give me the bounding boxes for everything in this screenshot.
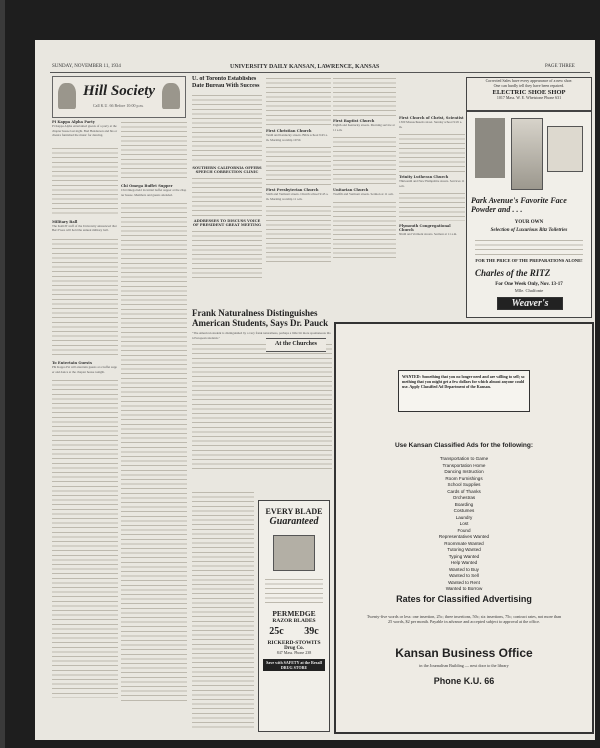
classified-use-item: Wanted to Buy <box>449 566 479 572</box>
pauck-continued-left <box>192 490 254 730</box>
business-office-title: Kansan Business Office <box>395 646 533 660</box>
society-item-body: Pi Kappa Alpha entertained guests of a party at the chapter house last night. Bud Henderson and his orchestra furnished the music for dancing. <box>52 124 118 138</box>
rates-title: Rates for Classified Advertising <box>396 594 532 604</box>
pauck-text-block <box>192 342 332 472</box>
powder-text-block <box>475 238 583 256</box>
classified-use-item: Transportation to Game <box>439 456 489 461</box>
razor-address: 847 Mass. Phone 238 <box>276 650 312 655</box>
shoe-ad-line2: One can hardly tell they have been repaired. <box>493 83 565 88</box>
powder-sub: YOUR OWN <box>514 220 544 225</box>
razor-blade-ad <box>258 500 330 732</box>
classified-use-item: Wanted to Sell <box>449 573 479 578</box>
masthead-date: SUNDAY, NOVEMBER 11, 1934 <box>52 64 121 69</box>
toronto-headline: U. of Toronto Establishes Date Bureau With Success <box>192 76 260 89</box>
article-text-block <box>266 76 331 126</box>
church-text-block <box>333 135 396 185</box>
shoe-ad-address: 1017 Mass. W. E. Whetstone Phone 631 <box>496 95 562 100</box>
church-text-block <box>333 76 396 116</box>
society-column-left <box>52 120 118 730</box>
shoe-ad-line1: Corrected Sales have every appearance of a new shoe. <box>485 78 573 83</box>
church-details: Sixth and Vermont streets. Church school 9:45 a.m. Morning worship 11 a.m. <box>266 192 329 201</box>
classified-use-item: Help Wanted <box>450 560 478 565</box>
church-text-block <box>399 132 465 172</box>
church-text-block <box>266 145 331 185</box>
pauck-headline: Frank Naturalness Distinguishes American Students, Says Dr. Pauck <box>192 308 329 328</box>
pauck-article <box>192 308 332 488</box>
classified-headline: Use Kansan Classified Ads for the following: <box>394 442 534 449</box>
weavers-logo: Weaver's <box>497 297 563 310</box>
church-details: 1300 Massachusetts street. Sunday school 9:45 a.m. <box>399 120 463 129</box>
couple-illustration-left <box>58 83 76 109</box>
society-item-head: Pi Kappa Alpha Party <box>52 120 95 124</box>
hill-society-header <box>52 76 186 118</box>
classified-use-item: Found <box>457 527 471 533</box>
razor-store2: Drug Co. <box>284 646 304 651</box>
business-office-sub: in the Journalism Building — next door to the library <box>419 663 509 668</box>
society-item-body: Phi Kappa Psi will entertain guests at a buffet supper and dance at the chapter house tonight. <box>52 364 118 374</box>
scan-edge <box>0 0 5 748</box>
wanted-text: WANTED: Something that you no longer need and are willing to sell; something that you might get a few dollars for which almost anyone could use. Apply Classified Ad Department of the Kansan. <box>402 374 525 389</box>
classified-use-item: School Supplies <box>447 482 481 487</box>
shoe-ad-name: ELECTRIC SHOE SHOP <box>492 89 566 96</box>
church-name: Plymouth Congregational Church <box>399 224 451 233</box>
classified-use-item: Lost <box>459 521 469 526</box>
church-name: First Presbyterian Church <box>266 188 319 193</box>
classified-use-item: Dancing Instruction <box>444 469 484 474</box>
society-item-body: Chi Omega held its initial buffet supper at the chapter house. Members and guests attended. <box>121 188 187 197</box>
classified-use-item: Costumes <box>453 508 475 513</box>
classified-use-item: Transportation Home <box>442 462 486 468</box>
toronto-text-block <box>192 93 262 163</box>
razor-brand: PERMEDGE <box>272 609 316 618</box>
church-name: Trinity Lutheran Church <box>399 175 449 180</box>
hill-society-phone: Call K.U. 66 Before 10:00 p.m. <box>93 103 144 108</box>
society-item-body: The KAKIT staff of the University announced that Bert Frees will hold the annual military ball. <box>52 223 117 233</box>
society-text-block <box>121 201 187 701</box>
church-text-block <box>266 204 331 264</box>
church-name: First Baptist Church <box>333 119 375 123</box>
razor-package-illustration <box>273 535 315 571</box>
powder-headline: Park Avenue's Favorite Face Powder and . . . <box>471 196 567 214</box>
church-details: Tenth and Kentucky streets. Bible school 9:45 a.m. Morning worship 10:50. <box>266 133 328 142</box>
powder-extra: Mlle. Chalfonte <box>514 288 544 293</box>
society-column-right <box>121 120 187 730</box>
hill-society-title: Hill Society <box>83 83 156 99</box>
masthead-rule <box>50 72 590 73</box>
classified-use-item: Cards of Thanks <box>447 488 481 494</box>
powder-offer: For One Week Only, Nov. 13-17 <box>495 282 563 287</box>
razor-store: RICKERD-STOWITS <box>267 640 321 646</box>
church-details: Thirteenth and New Hampshire streets. Services 11 a.m. <box>399 179 465 188</box>
classified-use-item: Laundry <box>455 514 473 520</box>
classified-use-item: Roommate Wanted <box>444 540 484 546</box>
razor-text-block <box>265 577 323 605</box>
toronto-subhead: SOUTHERN CALIFORNIA OFFERS SPEECH CORRECTION CLINIC <box>192 166 262 174</box>
churches-column-a <box>266 76 331 306</box>
razor-every-blade: EVERY BLADE <box>265 507 323 516</box>
classified-ad <box>334 322 594 734</box>
ritz-brand: Charles of the RITZ <box>475 268 551 278</box>
razor-price-small: 25c <box>269 626 284 637</box>
classified-use-item: Orchestras <box>452 495 476 500</box>
society-text-block <box>52 237 118 357</box>
skyline-illustration <box>475 118 505 178</box>
churches-column-b <box>333 76 396 306</box>
church-name: First Christian Church <box>266 129 312 133</box>
classified-use-item: Typing Wanted <box>448 553 480 559</box>
church-details: Twelfth and Vermont streets. Sermon at 11 a.m. <box>333 192 394 197</box>
razor-price-large: 39c <box>304 626 319 637</box>
classified-use-item: Wanted to Borrow <box>445 586 483 591</box>
face-powder-ad <box>466 111 592 318</box>
society-text-block <box>52 146 118 216</box>
society-text-block <box>52 378 118 698</box>
rexall-tag: Save with SAFETY at the Rexall DRUG STORE <box>263 659 325 671</box>
business-office-phone: Phone K.U. 66 <box>433 676 495 686</box>
wanted-box <box>398 370 530 412</box>
classified-use-item: Tutoring Wanted <box>447 547 481 552</box>
church-text-block <box>333 200 396 260</box>
toiletry-box-illustration <box>547 126 583 172</box>
classified-use-item: Room Furnishings <box>445 475 483 481</box>
church-text-block <box>399 191 465 221</box>
pauck-lead: "The American student is distinguished by a very frank naturalness, perhaps a little bit more spontaneous than European students." <box>192 331 331 340</box>
couple-illustration-right <box>162 83 180 109</box>
classified-use-item: Wanted to Rent <box>448 579 480 585</box>
church-name: Unitarian Church <box>333 188 369 193</box>
rates-text: Twenty-five words or less: one insertion, 25c; three insertions, 50c; six insertions, 75c; contract rates, not more than 25 words, $2 per month. Payable in advance and accepted subject to approval at the office. <box>366 614 562 625</box>
society-item-head: Military Ball <box>52 219 78 224</box>
powder-box-illustration <box>511 118 543 190</box>
church-name: First Church of Christ, Scientist <box>399 116 464 120</box>
toronto-subhead: ADDRESSES TO DISCUSS VOICE OF PRESIDENT GREAT MEETING <box>192 219 262 227</box>
churches-column-c <box>399 116 465 306</box>
electric-shoe-ad <box>466 77 592 111</box>
razor-guaranteed: Guaranteed <box>269 516 319 527</box>
toronto-text-block <box>192 176 262 216</box>
society-item-head: To Entertain Guests <box>52 360 92 365</box>
powder-sub2: Selection of Luxurious Ritz Toiletries <box>490 228 568 233</box>
powder-sub3: FOR THE PRICE OF THE PREPARATIONS ALONE! <box>475 258 583 263</box>
society-item-head: Chi Omega Buffet Supper <box>121 184 173 188</box>
article-text-block <box>192 490 254 730</box>
razor-sub: RAZOR BLADES <box>272 618 316 624</box>
church-details: Ninth and Vermont streets. Sermon at 11 a.m. <box>399 232 458 237</box>
classified-uses-list <box>336 456 592 593</box>
churches-title: At the Churches <box>275 341 317 347</box>
classified-use-item: Representatives Wanted <box>438 534 490 539</box>
classified-use-item: Boarding <box>454 501 474 507</box>
church-details: Eighth and Kentucky streets. Morning service at 11 a.m. <box>333 123 395 132</box>
masthead-title: UNIVERSITY DAILY KANSAN, LAWRENCE, KANSAS <box>230 64 380 70</box>
masthead-page: PAGE THREE <box>545 64 575 69</box>
toronto-article <box>192 76 262 306</box>
churches-header <box>266 338 326 352</box>
toronto-text-block <box>192 229 262 279</box>
society-text-block <box>121 120 187 180</box>
